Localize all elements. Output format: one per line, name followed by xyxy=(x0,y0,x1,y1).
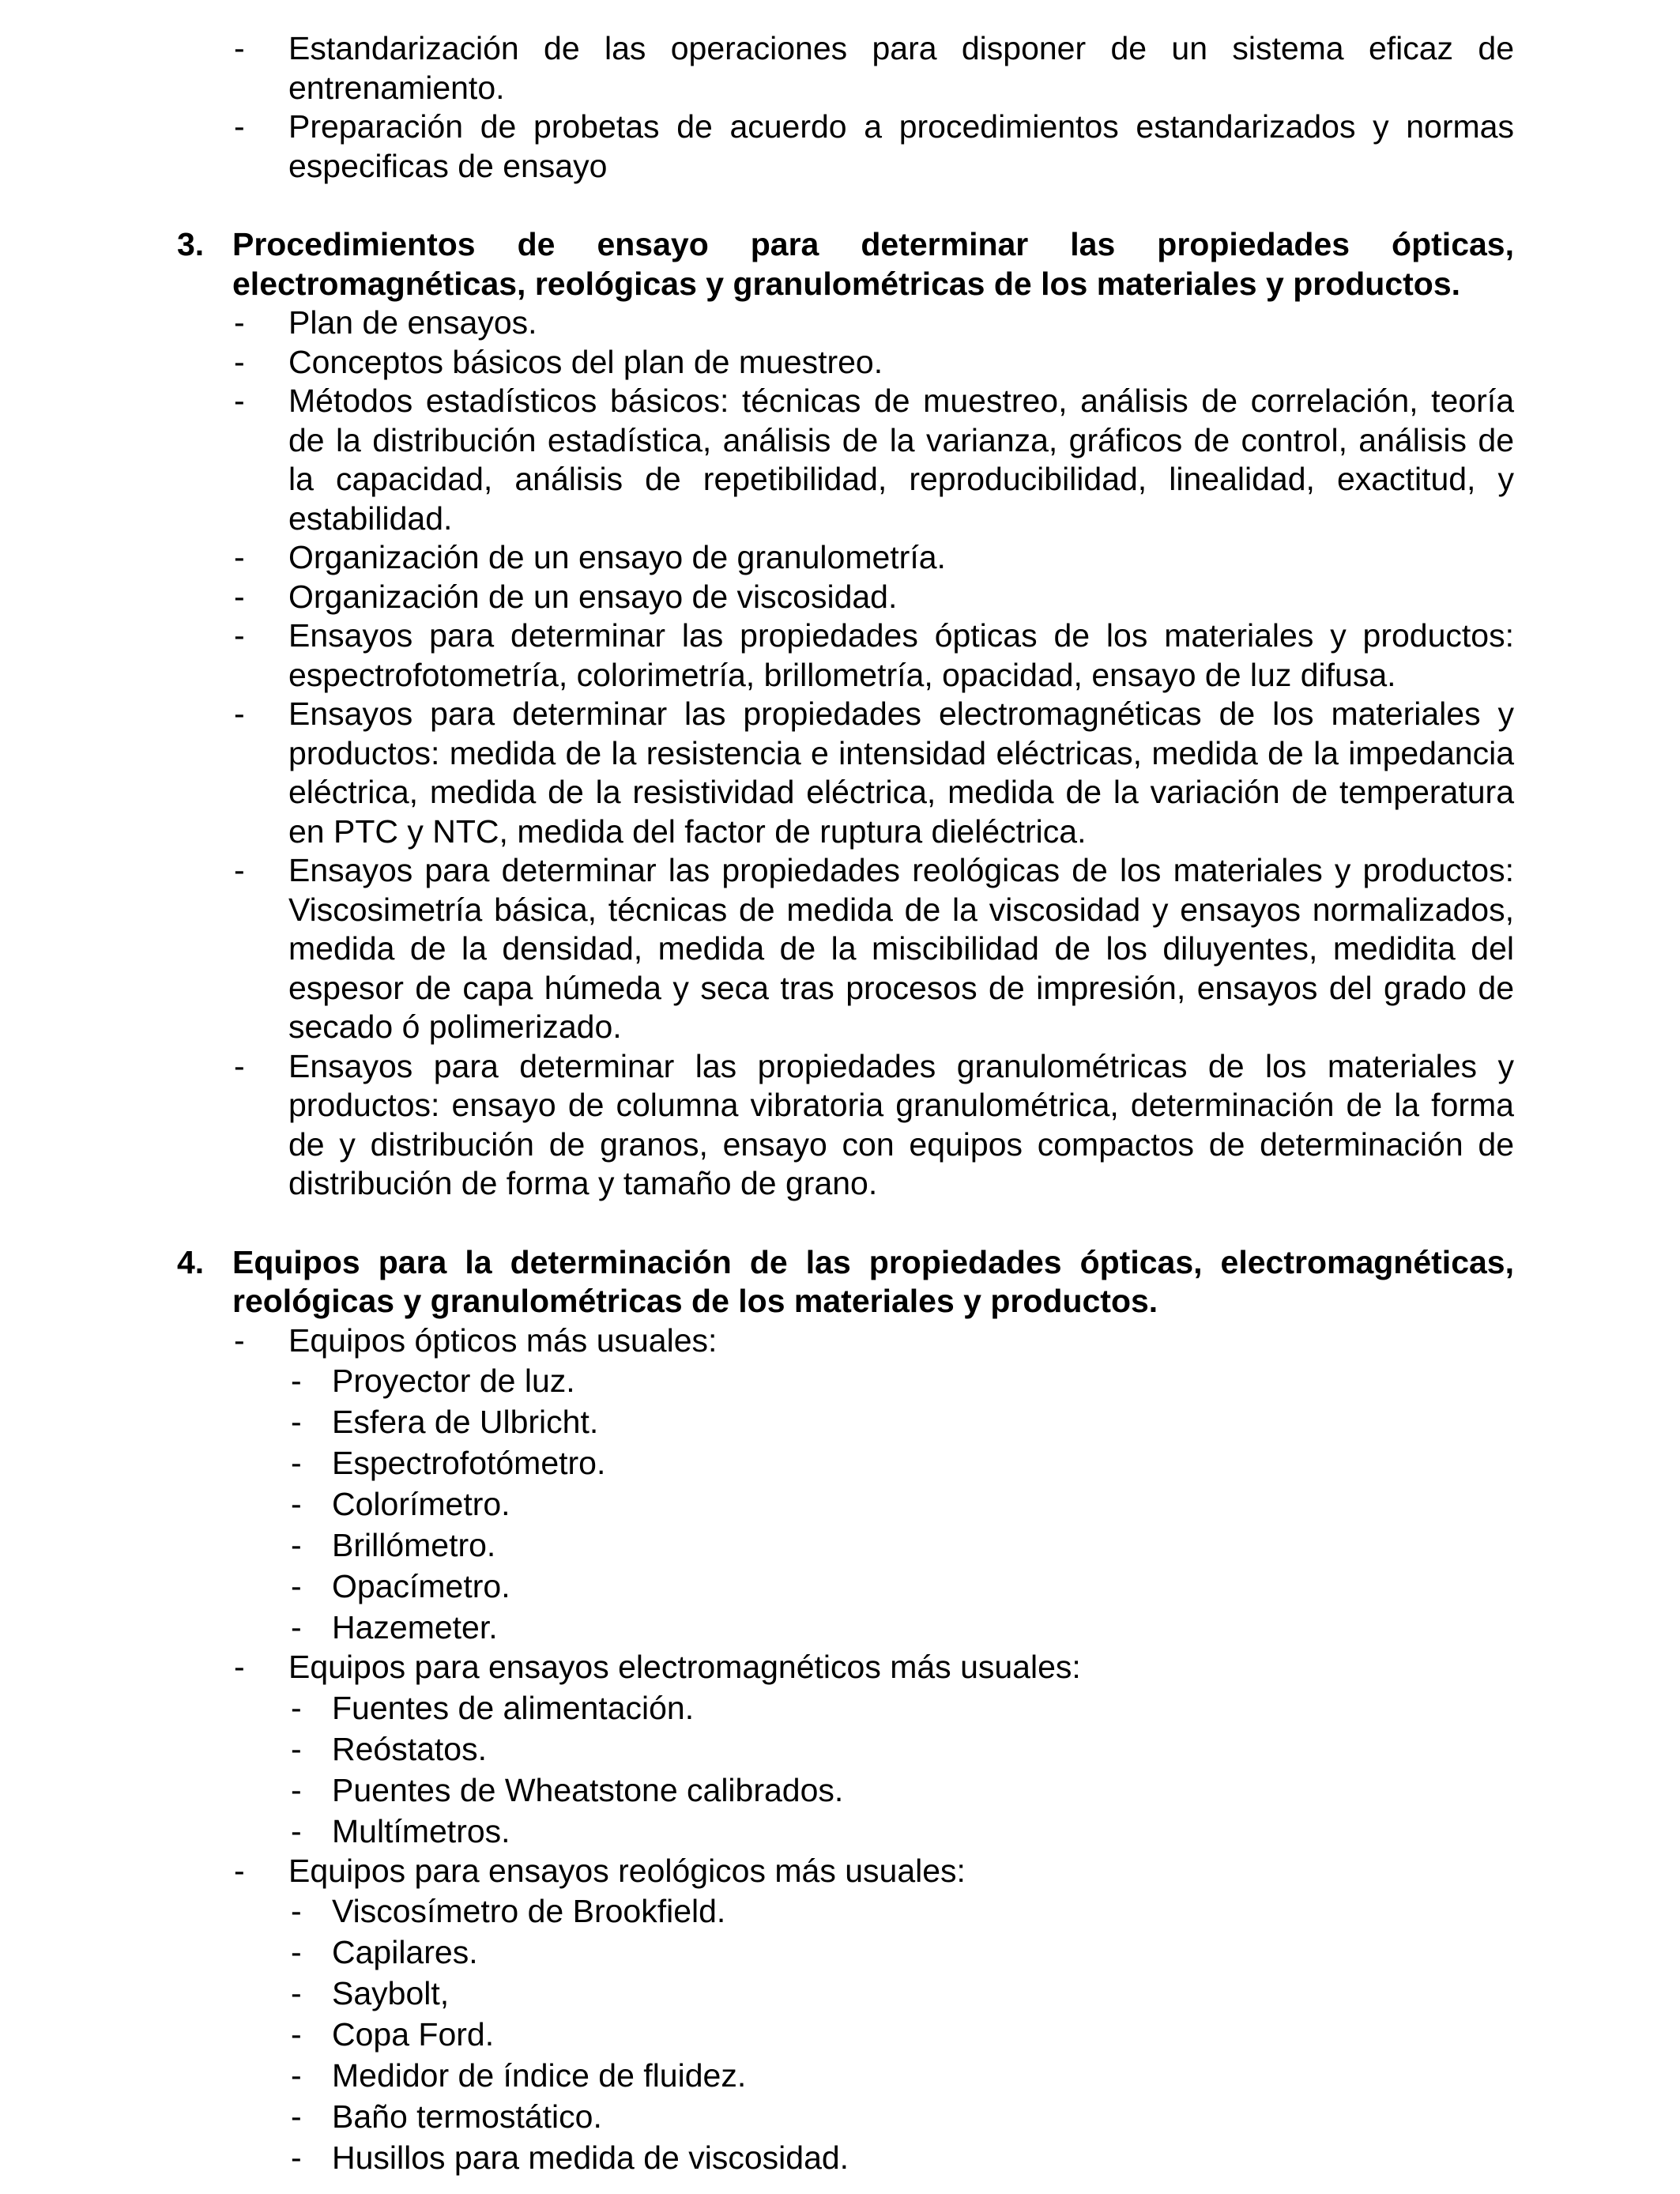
sub-list-item-text: Husillos para medida de viscosidad. xyxy=(332,2139,849,2176)
sub-list-item xyxy=(0,2014,1514,2055)
document-body xyxy=(0,29,1680,2178)
sub-bullet-dash: - xyxy=(291,1445,302,1481)
sub-bullet-dash: - xyxy=(291,1934,302,1970)
sub-list-item-text: Baño termostático. xyxy=(332,2098,602,2135)
sub-bullet-dash: - xyxy=(291,1609,302,1646)
list-item xyxy=(0,1047,1514,1204)
list-item-text: Ensayos para determinar las propiedades granulométricas de los materiales y productos: ensayo de columna vibratoria granulométrica, determinación de la forma de y distribución de granos, ensayo con equipos compactos de determinación de distribución de forma y tamaño de grano. xyxy=(288,1047,1514,1201)
section-heading xyxy=(0,1243,1514,1321)
sub-list-item xyxy=(0,2137,1514,2178)
bullet-dash: - xyxy=(234,1852,245,1889)
list-item-text: Estandarización de las operaciones para disponer de un sistema eficaz de entrenamiento. xyxy=(288,30,1514,106)
list-item xyxy=(0,538,1514,578)
sub-list-item xyxy=(0,1973,1514,2014)
sub-bullet-dash: - xyxy=(291,1363,302,1399)
bullet-dash: - xyxy=(234,1321,245,1359)
sub-list-item-text: Opacímetro. xyxy=(332,1568,510,1604)
sub-list-item xyxy=(0,1401,1514,1442)
section-number: 3. xyxy=(177,226,205,262)
sub-bullet-dash: - xyxy=(291,1568,302,1604)
list-item-text: Conceptos básicos del plan de muestreo. xyxy=(288,343,883,380)
sub-list-item xyxy=(0,1687,1514,1728)
equipment-group-electromagnetic xyxy=(0,1648,1680,1852)
sub-bullet-dash: - xyxy=(291,2016,302,2053)
group-label-text: Equipos ópticos más usuales: xyxy=(288,1321,718,1359)
sub-list-item xyxy=(0,1770,1514,1811)
sub-bullet-dash: - xyxy=(291,1404,302,1440)
sub-bullet-dash: - xyxy=(291,2098,302,2135)
sub-bullet-dash: - xyxy=(291,1527,302,1563)
equipment-group-rheological xyxy=(0,1852,1680,2179)
sub-list-item xyxy=(0,2055,1514,2096)
list-item xyxy=(0,382,1514,538)
section-title: Equipos para la determinación de las propiedades ópticas, electromagnéticas, reológicas y granulométricas de los materiales y productos. xyxy=(232,1243,1514,1319)
sub-list-item-text: Proyector de luz. xyxy=(332,1363,575,1399)
group-label-text: Equipos para ensayos electromagnéticos más usuales: xyxy=(288,1649,1081,1685)
bullet-dash: - xyxy=(234,1649,245,1685)
list-item xyxy=(0,29,1514,107)
list-item-text: Organización de un ensayo de viscosidad. xyxy=(288,578,898,615)
sub-list-item xyxy=(0,1442,1514,1483)
bullet-dash: - xyxy=(234,852,245,888)
sub-bullet-dash: - xyxy=(291,1689,302,1726)
list-item xyxy=(0,851,1514,1047)
sub-list-item-text: Multímetros. xyxy=(332,1812,510,1849)
sub-list-item xyxy=(0,1360,1514,1401)
sub-list-item-text: Saybolt, xyxy=(332,1975,450,2011)
bullet-dash: - xyxy=(234,578,245,615)
list-item xyxy=(0,616,1514,695)
sub-list-item-text: Capilares. xyxy=(332,1934,478,1970)
list-item xyxy=(0,107,1514,186)
section-heading xyxy=(0,225,1514,303)
sub-list-item-text: Viscosímetro de Brookfield. xyxy=(332,1893,726,1929)
sub-list-item xyxy=(0,1728,1514,1770)
section-title: Procedimientos de ensayo para determinar las propiedades ópticas, electromagnéticas, reológicas y granulométricas de los materiales y productos. xyxy=(232,226,1514,302)
sub-bullet-dash: - xyxy=(291,2139,302,2176)
bullet-dash: - xyxy=(234,539,245,575)
bullet-dash: - xyxy=(234,1047,245,1084)
list-item-text: Ensayos para determinar las propiedades ópticas de los materiales y productos: espectrofotometría, colorimetría, brillometría, opacidad, ensayo de luz difusa. xyxy=(288,617,1514,693)
sub-list-item-text: Medidor de índice de fluidez. xyxy=(332,2057,747,2094)
group-label xyxy=(0,1321,1514,1361)
bullet-dash: - xyxy=(234,108,245,145)
list-item xyxy=(0,578,1514,617)
sub-list-item xyxy=(0,1483,1514,1525)
bullet-dash: - xyxy=(234,30,245,66)
group-label-text: Equipos para ensayos reológicos más usuales: xyxy=(288,1852,966,1889)
sub-list-item-text: Reóstatos. xyxy=(332,1730,487,1767)
sub-list-item xyxy=(0,1566,1514,1607)
list-item-text: Preparación de probetas de acuerdo a procedimientos estandarizados y normas especificas de ensayo xyxy=(288,108,1514,184)
bullet-dash: - xyxy=(234,304,245,341)
list-item xyxy=(0,695,1514,851)
sub-bullet-dash: - xyxy=(291,1812,302,1849)
sub-list-item-text: Espectrofotómetro. xyxy=(332,1445,606,1481)
sub-bullet-dash: - xyxy=(291,1893,302,1929)
sub-bullet-dash: - xyxy=(291,1771,302,1808)
sub-bullet-dash: - xyxy=(291,1486,302,1522)
list-item xyxy=(0,343,1514,383)
sub-list-item xyxy=(0,1525,1514,1566)
list-item-text: Organización de un ensayo de granulometría. xyxy=(288,539,946,575)
list-item-text: Ensayos para determinar las propiedades electromagnéticas de los materiales y productos: medida de la resistencia e intensidad eléctricas, medida de la impedancia eléctrica, medida de la resistividad eléctrica, medida de la variación de temperatura en PTC y NTC, medida del factor de ruptura dieléctrica. xyxy=(288,696,1514,850)
sub-bullet-dash: - xyxy=(291,2057,302,2094)
sub-list-item-text: Fuentes de alimentación. xyxy=(332,1689,695,1726)
sub-list-item xyxy=(0,1811,1514,1852)
group-label xyxy=(0,1648,1514,1687)
bullet-dash: - xyxy=(234,696,245,732)
sub-list-item-text: Colorímetro. xyxy=(332,1486,510,1522)
section-number: 4. xyxy=(177,1243,205,1280)
list-item-text: Métodos estadísticos básicos: técnicas de muestreo, análisis de correlación, teoría de la distribución estadística, análisis de la varianza, gráficos de control, análisis de la capacidad, análisis de repetibilidad, reproducibilidad, linealidad, exactitud, y estabilidad. xyxy=(288,383,1514,537)
section-4 xyxy=(0,1243,1680,2179)
sub-list-item xyxy=(0,2096,1514,2137)
sub-list-item-text: Hazemeter. xyxy=(332,1609,498,1646)
sub-list-item-text: Copa Ford. xyxy=(332,2016,495,2053)
sub-list-item xyxy=(0,1607,1514,1648)
sub-list-item xyxy=(0,1932,1514,1973)
sub-bullet-dash: - xyxy=(291,1975,302,2011)
group-label xyxy=(0,1852,1514,1891)
section-3 xyxy=(0,225,1680,1204)
list-item-text: Plan de ensayos. xyxy=(288,304,537,341)
bullet-dash: - xyxy=(234,617,245,654)
list-item-text: Ensayos para determinar las propiedades reológicas de los materiales y productos: Viscosimetría básica, técnicas de medida de la viscosidad y ensayos normalizados, medida de la densidad, medida de la miscibilidad de los diluyentes, medidita del espesor de capa húmeda y seca tras procesos de impresión, ensayos del grado de secado ó polimerizado. xyxy=(288,852,1514,1045)
bullet-dash: - xyxy=(234,343,245,380)
equipment-group-optical xyxy=(0,1321,1680,1649)
list-item xyxy=(0,303,1514,343)
sub-list-item xyxy=(0,1891,1514,1932)
sub-bullet-dash: - xyxy=(291,1730,302,1767)
sub-list-item-text: Brillómetro. xyxy=(332,1527,496,1563)
bullet-dash: - xyxy=(234,383,245,419)
sub-list-item-text: Esfera de Ulbricht. xyxy=(332,1404,599,1440)
sub-list-item-text: Puentes de Wheatstone calibrados. xyxy=(332,1771,844,1808)
